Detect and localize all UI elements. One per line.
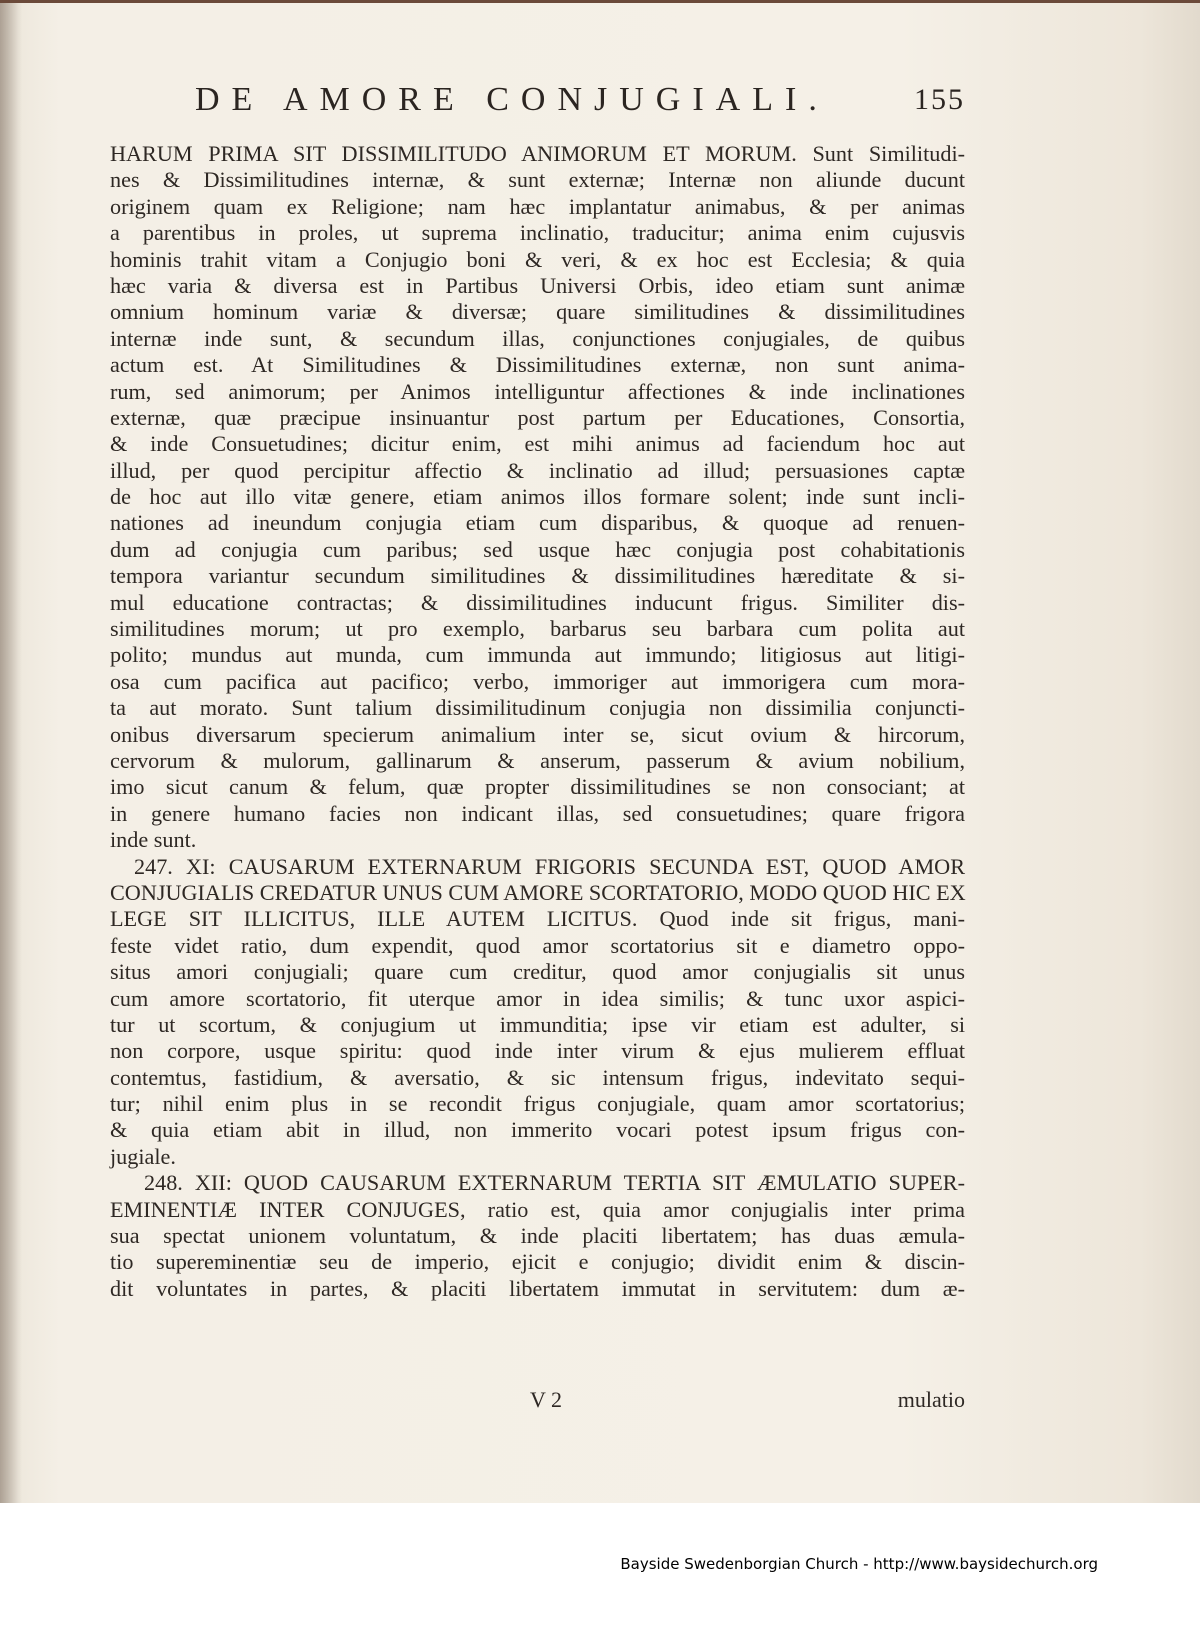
text-line: omnium hominum variæ & diversæ; quare similitudines & dissimilitudines — [110, 299, 965, 325]
text-line: & inde Consuetudines; dicitur enim, est mihi animus ad faciendum hoc aut — [110, 431, 965, 457]
running-title: DE AMORE CONJUGIALI. — [195, 81, 829, 118]
text-line: hominis trahit vitam a Conjugio boni & veri, & ex hoc est Ecclesia; & quia — [110, 246, 965, 272]
body-text — [110, 141, 965, 1302]
text-line: cervorum & mulorum, gallinarum & anserum, passerum & avium nobilium, — [110, 747, 965, 773]
text-line: HARUM PRIMA SIT DISSIMILITUDO ANIMORUM ET MORUM. Sunt Similitudi- — [110, 141, 965, 166]
text-line: imo sicut canum & felum, quæ propter dissimilitudines se non consociant; at — [110, 774, 965, 800]
text-line: de hoc aut illo vitæ genere, etiam animos illos formare solent; inde sunt incli- — [110, 484, 965, 510]
text-line: nationes ad ineundum conjugia etiam cum disparibus, & quoque ad renuen- — [110, 510, 965, 536]
text-line: nes & Dissimilitudines internæ, & sunt externæ; Internæ non aliunde ducunt — [110, 167, 965, 193]
text-line: feste videt ratio, dum expendit, quod amor scortatorius sit e diametro oppo- — [110, 932, 965, 958]
page-number: 155 — [914, 83, 965, 116]
text-line: rum, sed animorum; per Animos intelliguntur affectiones & inde inclinationes — [110, 378, 965, 404]
text-line: actum est. At Similitudines & Dissimilitudines externæ, non sunt anima- — [110, 352, 965, 378]
credit-text: Bayside Swedenborgian Church - http://www.baysidechurch.org — [620, 1555, 1098, 1573]
catchword: mulatio — [897, 1387, 965, 1412]
signature-mark: V 2 — [530, 1387, 562, 1412]
text-line: EMINENTIÆ INTER CONJUGES, ratio est, quia amor conjugialis inter prima — [110, 1196, 965, 1222]
text-line: internæ inde sunt, & secundum illas, conjunctiones conjugiales, de quibus — [110, 325, 965, 351]
text-line: & quia etiam abit in illud, non immerito vocari potest ipsum frigus con- — [110, 1117, 965, 1143]
text-line: cum amore scortatorio, fit uterque amor in idea similis; & tunc uxor aspici- — [110, 985, 965, 1011]
text-line: polito; mundus aut munda, cum immunda aut immundo; litigiosus aut litigi- — [110, 642, 965, 668]
text-line: inde sunt. — [110, 827, 197, 853]
section-heading-line: 247. XI: CAUSARUM EXTERNARUM FRIGORIS SECUNDA EST, QUOD AMOR — [134, 853, 965, 879]
text-line: similitudines morum; ut pro exemplo, barbarus seu barbara cum polita aut — [110, 616, 965, 642]
text-line: onibus diversarum specierum animalium inter se, sicut ovium & hircorum, — [110, 721, 965, 747]
text-line: externæ, quæ præcipue insinuantur post partum per Educationes, Consortia, — [110, 404, 965, 430]
text-line: in genere humano facies non indicant illas, sed consuetudines; quare frigora — [110, 800, 965, 826]
text-line: osa cum pacifica aut pacifico; verbo, immoriger aut immorigera cum mora- — [110, 668, 965, 694]
text-line: ta aut morato. Sunt talium dissimilitudinum conjugia non dissimilia conjuncti- — [110, 695, 965, 721]
text-line: tur ut scortum, & conjugium ut immunditia; ipse vir etiam est adulter, si — [110, 1011, 965, 1037]
text-line: LEGE SIT ILLICITUS, ILLE AUTEM LICITUS. Quod inde sit frigus, mani- — [110, 906, 965, 932]
page-footer — [110, 1387, 965, 1415]
text-line: originem quam ex Religione; nam hæc implantatur animabus, & per animas — [110, 193, 965, 219]
text-line: sua spectat unionem voluntatum, & inde placiti libertatem; has duas æmula- — [110, 1223, 965, 1249]
text-line: a parentibus in proles, ut suprema inclinatio, traducitur; anima enim cujusvis — [110, 220, 965, 246]
text-line: dum ad conjugia cum paribus; sed usque hæc conjugia post cohabitationis — [110, 536, 965, 562]
text-line: hæc varia & diversa est in Partibus Universi Orbis, ideo etiam sunt animæ — [110, 272, 965, 298]
text-line: CONJUGIALIS CREDATUR UNUS CUM AMORE SCORTATORIO, MODO QUOD HIC EX — [110, 879, 966, 905]
text-line: mul educatione contractas; & dissimilitudines inducunt frigus. Similiter dis- — [110, 589, 965, 615]
text-line: contemtus, fastidium, & aversatio, & sic intensum frigus, indevitato sequi- — [110, 1064, 965, 1090]
text-line: tempora variantur secundum similitudines & dissimilitudines hæreditate & si- — [110, 563, 965, 589]
section-heading-line: 248. XII: QUOD CAUSARUM EXTERNARUM TERTIA SIT ÆMULATIO SUPER- — [144, 1170, 965, 1196]
text-line: jugiale. — [110, 1143, 176, 1169]
text-line: illud, per quod percipitur affectio & inclinatio ad illud; persuasiones captæ — [110, 457, 965, 483]
text-line: situs amori conjugiali; quare cum creditur, quod amor conjugialis sit unus — [110, 959, 965, 985]
text-line: tio supereminentiæ seu de imperio, ejicit e conjugio; dividit enim & discin- — [110, 1249, 965, 1275]
text-line: tur; nihil enim plus in se recondit frigus conjugiale, quam amor scortatorius; — [110, 1091, 965, 1117]
text-line: dit voluntates in partes, & placiti libertatem immutat in servitutem: dum æ- — [110, 1275, 965, 1301]
page-header — [195, 81, 965, 127]
text-line: non corpore, usque spiritu: quod inde inter virum & ejus mulierem effluat — [110, 1038, 965, 1064]
